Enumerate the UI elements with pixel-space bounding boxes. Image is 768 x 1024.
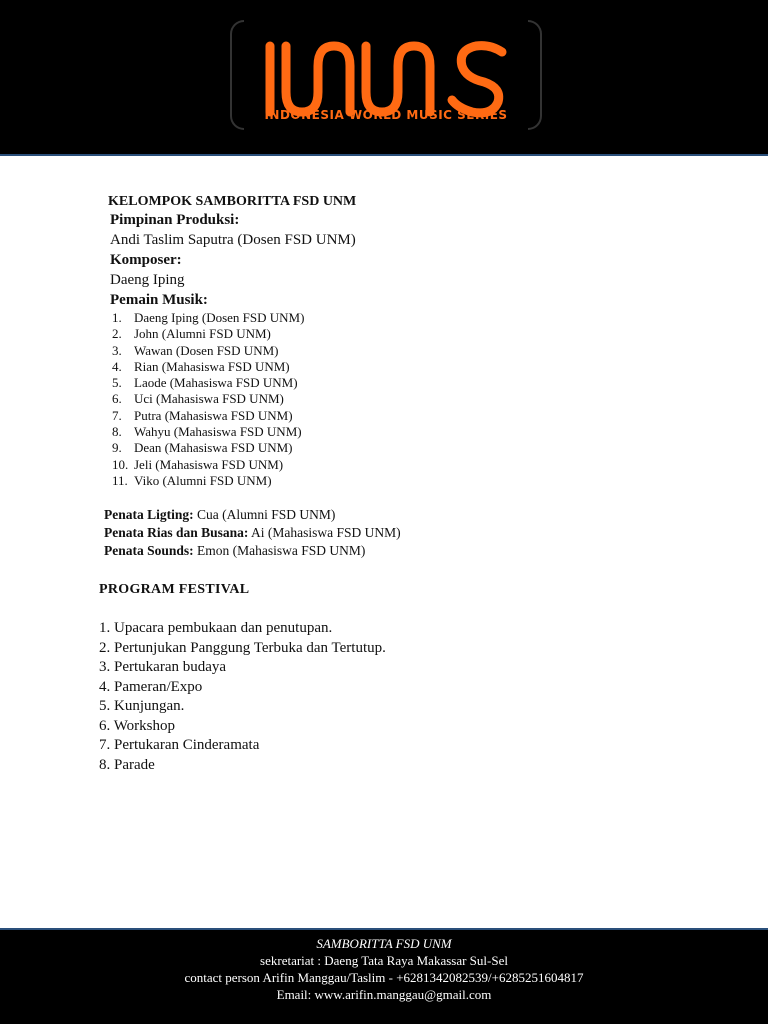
program-item: 1. Upacara pembukaan dan penutupan. [99,620,333,636]
footer-address: sekretariat : Daeng Tata Raya Makassar Sul-Sel [260,953,508,968]
crew-row [104,524,401,542]
list-number: 3. [112,342,122,358]
program-item: 8. Parade [99,756,155,773]
program-item: 6. Workshop [99,717,176,734]
program-item: 2. Pertunjukan Panggung Terbuka dan Tertutup. [99,639,386,656]
list-item [112,457,304,473]
program-list [99,619,386,775]
iwms-logo [236,14,536,134]
crew-label: Penata Sounds: [104,543,194,558]
list-number: 10. [112,456,129,472]
footer-banner [0,928,768,1024]
crew-value: Cua (Alumni FSD UNM) [193,507,336,522]
list-item [112,326,304,342]
footer-title: SAMBORITTA FSD UNM [316,936,452,951]
header-banner [0,0,768,156]
program-title: PROGRAM FESTIVAL [99,582,250,597]
crew-value: Ai (Mahasiswa FSD UNM) [248,525,401,540]
composer-label: Komposer: [110,252,182,268]
list-item [112,408,304,424]
production-label: Pimpinan Produksi: [110,212,240,228]
list-text: Rian (Mahasiswa FSD UNM) [134,358,290,374]
list-item [112,391,304,407]
list-text: Laode (Mahasiswa FSD UNM) [134,375,298,391]
list-number: 5. [112,375,122,391]
list-number: 8. [112,424,122,440]
list-number: 11. [112,472,128,488]
list-number: 6. [112,391,122,407]
list-text: Daeng Iping (Dosen FSD UNM) [134,310,305,325]
musicians-label: Pemain Musik: [110,292,208,308]
footer-contact: contact person Arifin Manggau/Taslim - +6281342082539/+6285251604817 [184,970,584,985]
footer-email: Email: www.arifin.manggau@gmail.com [276,987,492,1002]
list-number: 1. [112,310,122,325]
list-number: 9. [112,440,122,456]
program-item: 7. Pertukaran Cinderamata [99,737,260,753]
list-item [112,359,304,375]
list-item [112,424,304,440]
program-item: 4. Pameran/Expo [99,678,203,695]
list-item [112,473,304,489]
list-text: Uci (Mahasiswa FSD UNM) [134,391,284,407]
list-number: 7. [112,407,122,423]
program-item: 5. Kunjungan. [99,698,185,714]
program-item: 3. Pertukaran budaya [99,659,227,675]
group-title: KELOMPOK SAMBORITTA FSD UNM [108,194,357,209]
production-value: Andi Taslim Saputra (Dosen FSD UNM) [110,232,356,248]
list-item [112,440,304,456]
list-number: 4. [112,358,122,374]
crew-row [104,506,401,524]
composer-value: Daeng Iping [110,272,185,288]
crew-label: Penata Rias dan Busana: [104,525,249,540]
list-text: John (Alumni FSD UNM) [134,326,271,342]
crew-label: Penata Ligting: [104,507,194,522]
logo-tagline: INDONESIA WORLD MUSIC SERIES [264,108,508,122]
crew-row [104,542,401,560]
list-text: Wahyu (Mahasiswa FSD UNM) [134,424,302,440]
musicians-list [112,310,304,489]
list-text: Viko (Alumni FSD UNM) [134,472,272,488]
list-item [112,310,304,326]
list-item [112,375,304,391]
list-text: Dean (Mahasiswa FSD UNM) [134,440,293,456]
list-number: 2. [112,326,122,342]
list-text: Wawan (Dosen FSD UNM) [134,342,279,358]
list-text: Putra (Mahasiswa FSD UNM) [134,407,293,423]
crew-section [104,506,401,560]
list-item [112,343,304,359]
crew-value: Emon (Mahasiswa FSD UNM) [193,543,366,558]
list-text: Jeli (Mahasiswa FSD UNM) [134,456,284,472]
